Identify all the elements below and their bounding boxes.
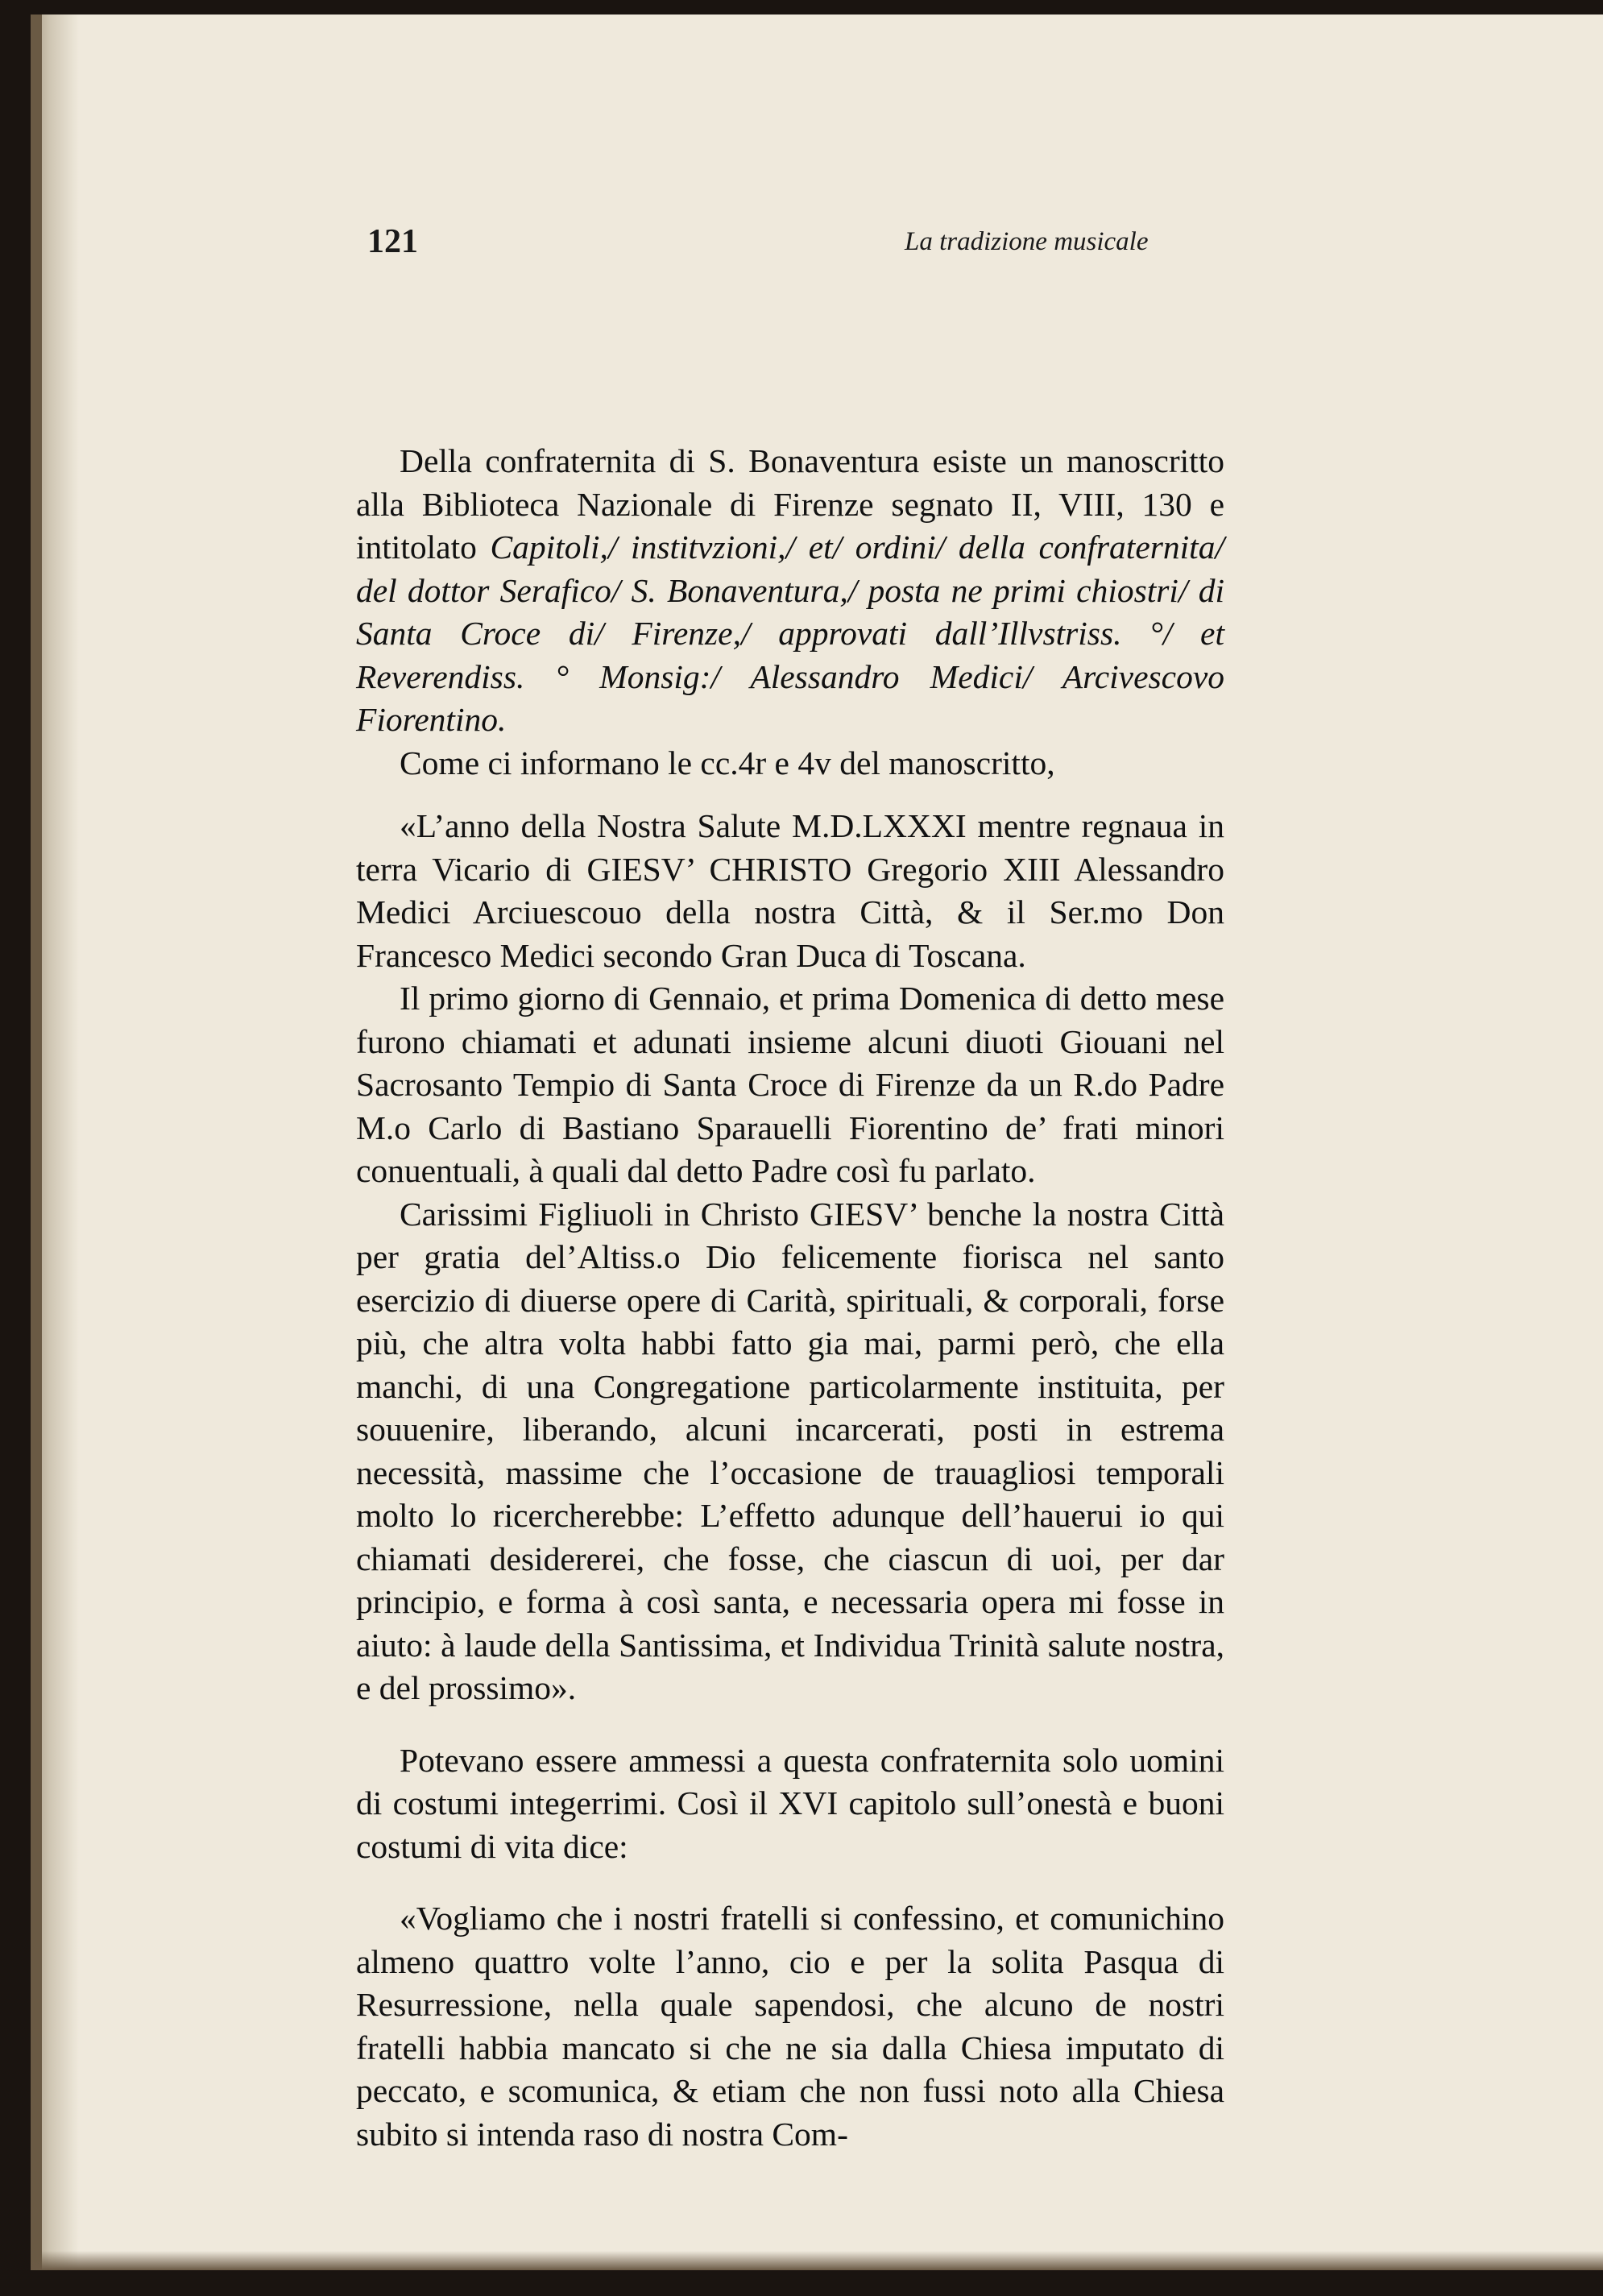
page-bottom-edge [31, 2251, 1603, 2270]
main-text [356, 440, 1224, 2156]
paragraph-quote-opening: «L’anno della Nostra Salute M.D.LXXXI mentre regnaua in terra Vicario di GIESV’ CHRISTO Gregorio XIII Alessandro Medici Arciuescouo della nostra Città, & il Ser.mo Don Francesco Medici secondo Gran Duca di Toscana. [356, 807, 1224, 974]
paragraph-source-note: Come ci informano le cc.4r e 4v del manoscritto, [400, 744, 1055, 781]
paragraph-quote-chapter-xvi: «Vogliamo che i nostri fratelli si confessino, et comunichino almeno quattro volte l’anno, cio e per la solita Pasqua di Resurressione, nella quale sapendosi, che alcuno de nostri fratelli habbia mancato si che ne sia dalla Chiesa imputato di peccato, e scomunica, & etiam che non fussi noto alla Chiesa subito si intenda raso di nostra Com- [356, 1900, 1224, 2153]
page-number: 121 [367, 223, 418, 260]
paragraph-admission: Potevano essere ammessi a questa confraternita solo uomini di costumi integerrimi. Così il XVI capitolo sull’onestà e buoni costumi di vita dice: [356, 1741, 1224, 1865]
page-edge [31, 15, 42, 2270]
manuscript-title: Capitoli,/ institvzioni,/ et/ ordini/ della confraternita/ del dottor Serafico/ S. Bonaventura,/ posta ne primi chiostri/ di Santa Croce di/ Firenze,/ approvati dall’Illvstriss. °/ et Reverendiss. ° Monsig:/ Alessandro Medici/ Arcivescovo Fiorentino. [356, 528, 1224, 738]
book-page [31, 15, 1603, 2270]
running-head [367, 208, 1232, 272]
paragraph-manuscript-intro [356, 440, 1224, 742]
manuscript-intro-text: Della confraternita di S. Bonaventura esiste un manoscritto alla Biblioteca Nazionale di Firenze segnato II, VIII, 130 e intitolato [356, 442, 1224, 566]
running-title: La tradizione musicale [905, 227, 1149, 256]
paragraph-quote-speech: Carissimi Figliuoli in Christo GIESV’ benche la nostra Città per gratia del’Altiss.o Dio felicemente fiorisca nel santo esercizio di diuerse opere di Carità, spirituali, & corporali, forse più, che altra volta habbi fatto gia mai, parmi però, che ella manchi, di una Congregatione particolarmente instituita, per souuenire, liberando, alcuni incarcerati, posti in estrema necessità, massime che l’occasione de trauagliosi temporali molto lo ricercherebbe: L’effetto adunque dell’hauerui io qui chiamati desidererei, che fosse, che ciascun di uoi, per dar principio, e forma à così santa, e necessaria opera mi fosse in aiuto: à laude della Santissima, et Individua Trinità salute nostra, e del prossimo». [356, 1195, 1224, 1706]
paragraph-quote-gathering: Il primo giorno di Gennaio, et prima Domenica di detto mese furono chiamati et adunati insieme alcuni diuoti Giouani nel Sacrosanto Tempio di Santa Croce di Firenze da un R.do Padre M.o Carlo di Bastiano Sparauelli Fiorentino de’ frati minori conuentuali, à quali dal detto Padre così fu parlato. [356, 980, 1224, 1189]
